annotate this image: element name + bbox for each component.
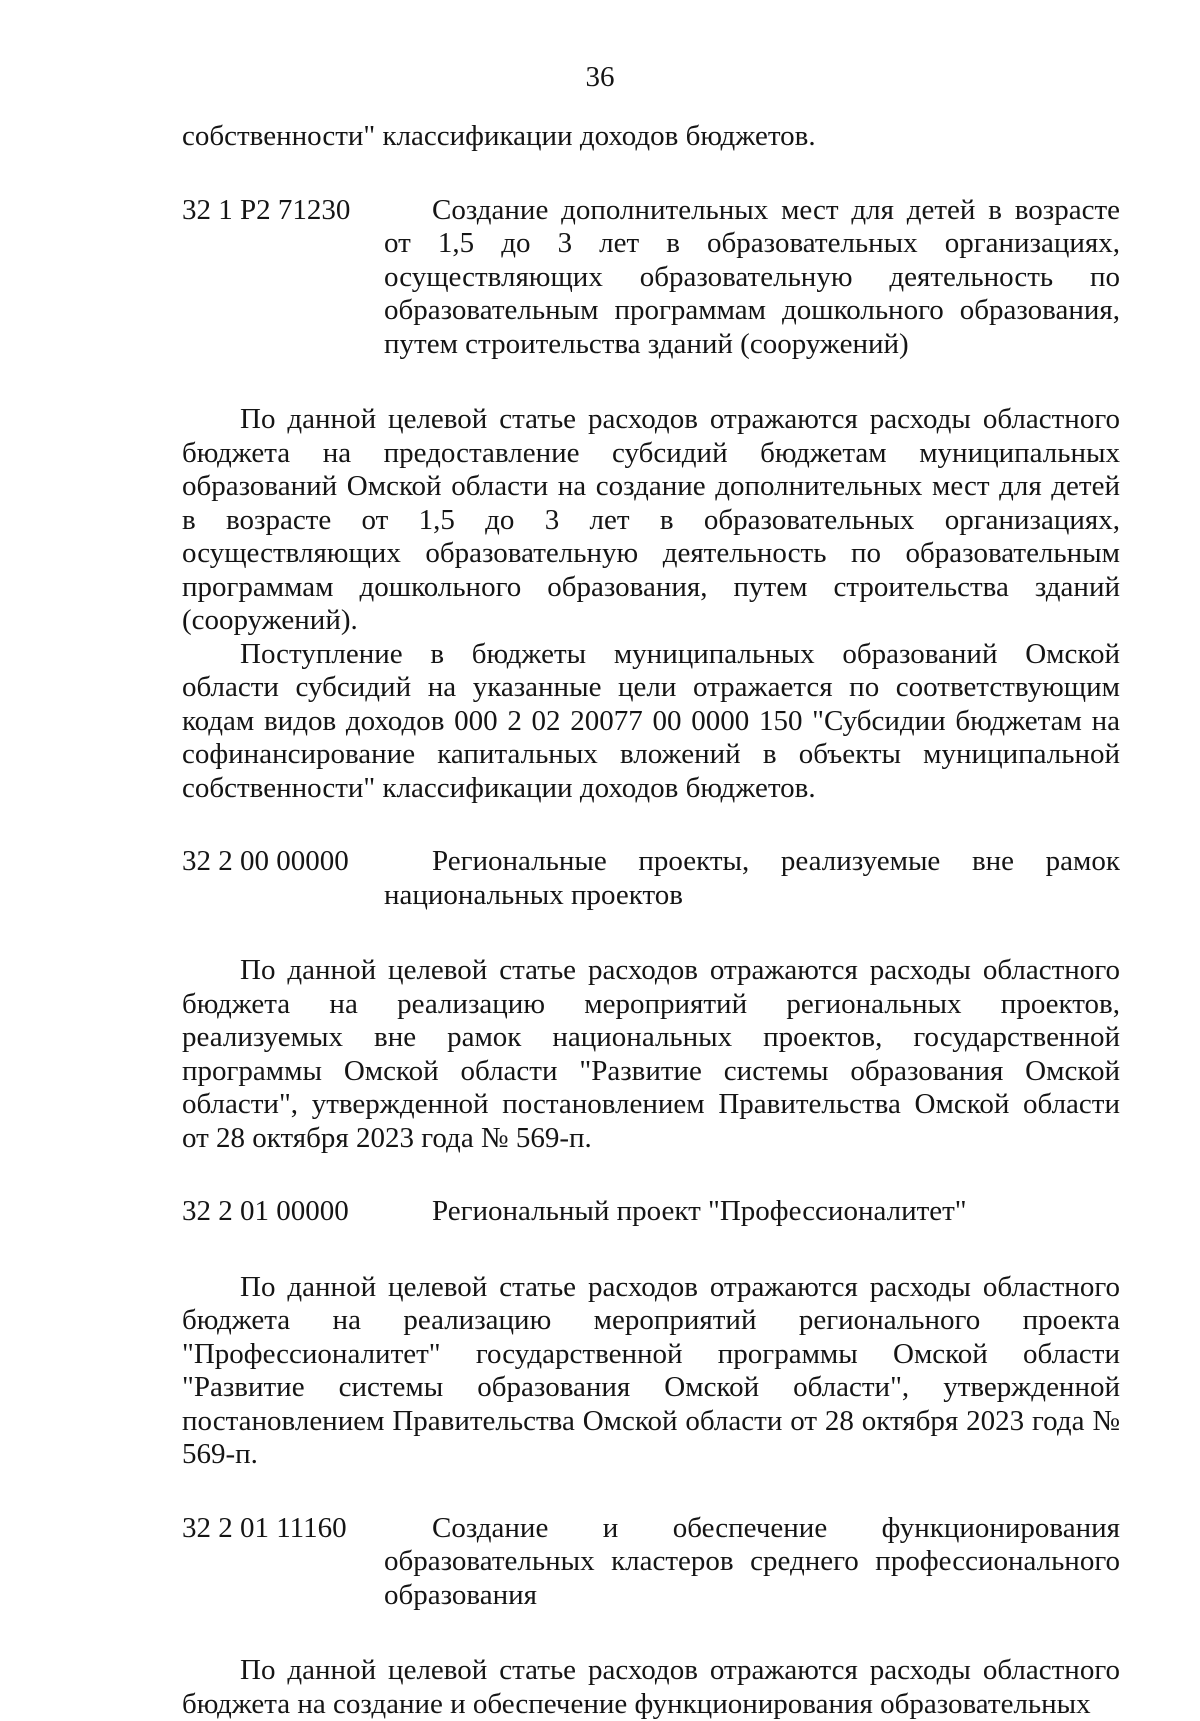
body-paragraph: По данной целевой статье расходов отражаются расходы областного бюджета на реализацию мероприятий регионального проекта "Профессионалитет" государственной программы Омской области "Развитие системы образования Омской области", утвержденной постановлением Правительства Омской области от 28 октября 2023 года № 569-п. [182,1270,1120,1470]
budget-code: 32 2 00 00000 [182,845,349,877]
budget-code-title: Создание дополнительных мест для детей в возрасте от 1,5 до 3 лет в образовательных организациях, осуществляющих образовательную деятельность по образовательным программам дошкольного образования, путем строительства зданий (сооружений) [384,193,1120,360]
document-body [182,120,1120,1721]
budget-code-entry [182,1512,1120,1613]
body-paragraph: По данной целевой статье расходов отражаются расходы областного бюджета на создание и обеспечение функционирования образовательных [182,1654,1120,1720]
body-paragraph: собственности" классификации доходов бюджетов. [182,120,816,152]
body-paragraph: По данной целевой статье расходов отражаются расходы областного бюджета на реализацию мероприятий региональных проектов, реализуемых вне рамок национальных проектов, государственной программы Омской области "Развитие системы образования Омской области", утвержденной постановлением Правительства Омской области от 28 октября 2023 года № 569-п. [182,954,1120,1154]
page-number: 36 [585,61,615,93]
body-paragraph: Поступление в бюджеты муниципальных образований Омской области субсидий на указанные цели отражается по соответствующим кодам видов доходов 000 2 02 20077 00 0000 150 "Субсидии бюджетам на софинансирование капитальных вложений в объекты муниципальной собственности" классификации доходов бюджетов. [182,637,1120,804]
budget-code-entry [182,1195,1120,1229]
budget-code-entry [182,194,1120,362]
budget-code: 32 1 Р2 71230 [182,193,351,226]
budget-code-title: Региональный проект "Профессионалитет" [432,1195,967,1227]
budget-code-entry [182,845,1120,912]
budget-code: 32 2 01 11160 [182,1511,347,1544]
body-paragraph: По данной целевой статье расходов отражаются расходы областного бюджета на предоставление субсидий бюджетам муниципальных образований Омской области на создание дополнительных мест для детей в возрасте от 1,5 до 3 лет в образовательных организациях, осуществляющих образовательную деятельность по образовательным программам дошкольного образования, путем строительства зданий (сооружений). [182,403,1120,636]
budget-code-title: Региональные проекты, реализуемые вне рамок национальных проектов [384,845,1120,911]
budget-code-title: Создание и обеспечение функционирования образовательных кластеров среднего профессионального образования [384,1511,1120,1611]
budget-code: 32 2 01 00000 [182,1195,349,1227]
